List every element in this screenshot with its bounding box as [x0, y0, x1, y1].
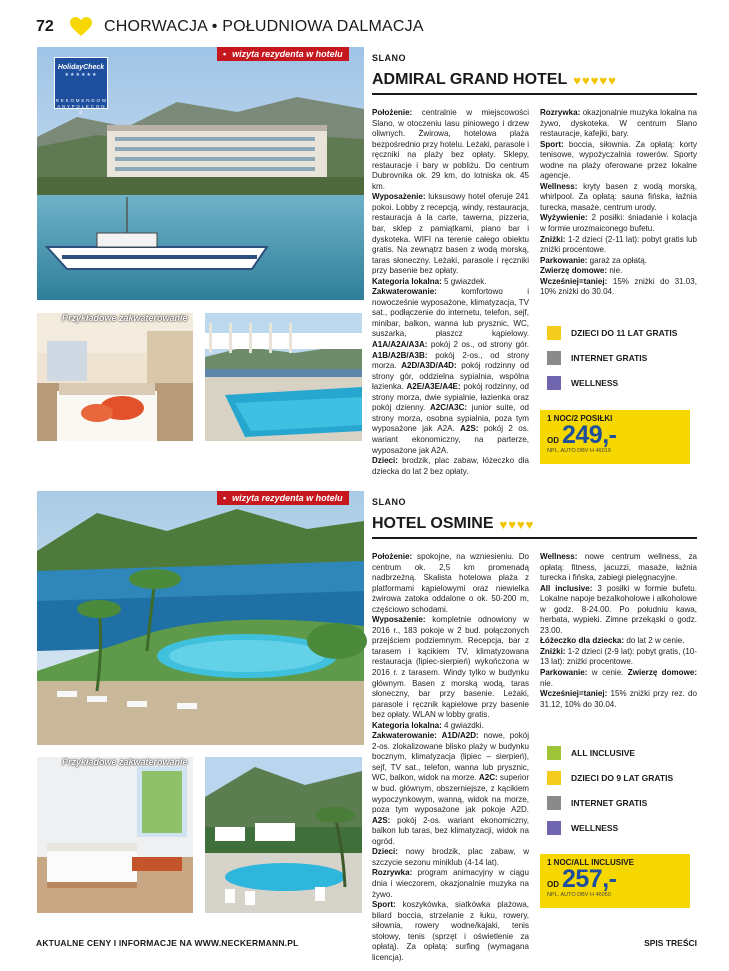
rating-heart-icon: ♥ — [590, 72, 599, 88]
price-title: 1 NOC/ALL INCLUSIVE — [547, 858, 634, 867]
rating-heart-icon: ♥ — [499, 516, 508, 532]
kids-square-icon — [547, 771, 561, 785]
hotel1-name — [372, 71, 617, 89]
hotel2-price-box — [540, 854, 690, 908]
hotel2-accommodation-label: Przykładowe zakwaterowanie — [62, 757, 188, 767]
feature-label: INTERNET GRATIS — [571, 797, 648, 808]
footer-table-of-contents-link[interactable]: SPIS TREŚCI — [644, 938, 697, 948]
page-section-title: CHORWACJA • POŁUDNIOWA DALMACJA — [104, 18, 424, 35]
hotel1-location: SLANO — [372, 53, 406, 63]
rating-heart-icon: ♥ — [516, 516, 525, 532]
feature-item — [547, 320, 677, 345]
rating-heart-icon: ♥ — [599, 72, 608, 88]
hotel2-pool-photo — [205, 757, 362, 913]
feature-label: WELLNESS — [571, 822, 619, 833]
rating-heart-icon: ♥ — [573, 72, 581, 88]
holidaycheck-recommended: R E K O M E N D O W A N Y P O L E C O N E — [55, 98, 107, 115]
all-inclusive-square-icon — [547, 746, 561, 760]
hotel2-title-rule — [372, 537, 697, 539]
neckermann-heart-icon — [70, 17, 92, 37]
hotel2-name-text: HOTEL OSMINE — [372, 515, 494, 532]
hotel1-room-photo — [37, 313, 193, 441]
page-header — [36, 14, 424, 40]
rating-heart-icon: ♥ — [525, 516, 534, 532]
feature-item — [547, 740, 673, 765]
wellness-square-icon — [547, 376, 561, 390]
hotel1-name-text: ADMIRAL GRAND HOTEL — [372, 71, 568, 88]
hotel1-description-col2: Rozrywka: okazjonalnie muzyka lokalna na żywo, dyskoteka. W centrum Slano restauracje, kafejki, bary. Sport: boccia, siłownia. Za opłatą: korty tenisowe, wypożyczalnia rowerów. Sporty wodne na plaży oferowane przez lokalne agencje. Wellness: kryty basen z wodą morską, whirlpool. Za opłatą: sauna fińska, łaźnia turecka, masaże, centrum urody. Wyżywienie: 2 posiłki: śniadanie i kolacja w formie urozmaiconego bufetu. Zniżki: 1-2 dzieci (2-11 lat): pobyt gratis lub zniżki procentowe. Parkowanie: garaż za opłatą. Zwierzę domowe: nie. Wcześniej=taniej: 15% zniżki do 31.03, 10% zniżki do 30.04. — [540, 108, 697, 297]
price-main — [547, 421, 683, 450]
hotel1-description-col1: Położenie: centralnie w miejscowości Slano, w otoczeniu lasu piniowego i drzew oliwnych. Żwirowa, hotelowa plaża bezpośrednio przy hotelu. Leżaki, parasole i ręczniki na plaży bez opłaty. Sklepy, restauracje i bary w pobliżu. Do centrum Dubrovnika ok. 29 km, do lotniska ok. 45 km. Wyposażenie: luksusowy hotel oferuje 241 pokoi. Lobby z recepcją, windy, restauracja, restauracja à la carte, tawerna, pizzeria, bar, sklep z pamiątkami, piano bar i dyskoteka. WIFI na terenie całego obiektu gratis. Na zewnątrz basen z wodą morską, taras słoneczny. Leżaki, parasole i ręczniki przy basenie bez opłaty. Kategoria lokalna: 5 gwiazdek. Zakwaterowanie: komfortowo i nowocześnie wyposażone, klimatyzacja, TV sat., podłączenie do internetu, telefon, sejf, minibar, balkon, wanna lub prysznic, WC, suszarka, płaszcz kąpielowy. A1A/A2A/A3A: pokój 2 os., od strony gór. A1B/A2B/A3B: pokój 2-os., od strony morza. A2D/A3D/A4D: pokój rodzinny od strony gór, oddzielna sypialnia, wspólna łazienka. A2E/A3E/A4E: pokój rodzinny, od strony morza, dwie sypialnie, łazienka oraz pokój dzienny. A2C/A3C: junior suite, od strony morza, osobna sypialnia, poza tym wyposażone jak A2A. A2S: pokój 2 os. wariant ekonomiczny, na parterze, wyposażone jak A2A. Dzieci: brodzik, plac zabaw, łóżeczko dla dziecka do lat 2 bez opłaty. — [372, 108, 530, 476]
hotel1-pool-photo — [205, 313, 362, 441]
hotel1-rating — [573, 73, 617, 88]
hotel2-room-photo — [37, 757, 193, 913]
feature-item — [547, 345, 677, 370]
feature-label: ALL INCLUSIVE — [571, 747, 636, 758]
hotel1-title-rule — [372, 93, 697, 95]
hotel2-location: SLANO — [372, 497, 406, 507]
feature-label: DZIECI DO 9 LAT GRATIS — [571, 772, 674, 783]
feature-item — [547, 815, 673, 840]
feature-label: WELLNESS — [571, 377, 619, 388]
price-value: 257,- — [562, 865, 617, 893]
holidaycheck-title: HolidayCheck — [57, 64, 105, 71]
hotel1-resident-visit-tag: • wizyta rezydenta w hotelu — [217, 47, 349, 61]
rating-heart-icon: ♥ — [581, 72, 590, 88]
hotel1-price-box — [540, 410, 690, 464]
price-code: NPL. AUTO DBV H 46019 — [547, 448, 611, 454]
price-from: OD — [547, 880, 559, 889]
price-code: NPL. AUTO DBV H 46050 — [547, 892, 611, 898]
hotel2-resident-visit-tag: • wizyta rezydenta w hotelu — [217, 491, 349, 505]
page-number: 72 — [36, 18, 54, 35]
hotel1-accommodation-label: Przykładowe zakwaterowanie — [62, 313, 188, 323]
price-value: 249,- — [562, 421, 617, 449]
feature-item — [547, 765, 673, 790]
kids-square-icon — [547, 326, 561, 340]
internet-square-icon — [547, 351, 561, 365]
rating-heart-icon: ♥ — [508, 516, 516, 532]
holidaycheck-stars: ★★★★★★ — [64, 72, 98, 78]
hotel2-features — [547, 740, 673, 840]
holidaycheck-badge — [54, 57, 108, 115]
price-title: 1 NOC/2 POSIŁKI — [547, 414, 613, 423]
rating-heart-icon: ♥ — [608, 72, 616, 88]
footer-website-link[interactable]: AKTUALNE CENY I INFORMACJE NA WWW.NECKERMANN.PL — [36, 938, 299, 948]
hotel2-name — [372, 515, 534, 533]
hotel2-main-photo — [37, 491, 364, 745]
feature-item — [547, 790, 673, 815]
feature-item — [547, 370, 677, 395]
hotel2-rating — [500, 517, 535, 532]
price-from: OD — [547, 436, 559, 445]
feature-label: INTERNET GRATIS — [571, 352, 648, 363]
internet-square-icon — [547, 796, 561, 810]
price-main — [547, 865, 683, 894]
hotel2-description-col2: Wellness: nowe centrum wellness, za opłatą: fitness, jacuzzi, masaże, łaźnia turecka i fińska, zabiegi pielęgnacyjne. All inclusive: 3 posiłki w formie bufetu. Lokalne napoje bezalkoholowe i alkoholowe w godz. 8-24.00. Po południu kawa, herbata, wypieki. Zimne przekąski o godz. 23.00. Łóżeczko dla dziecka: do lat 2 w cenie. Zniżki: 1-2 dzieci (2-9 lat): pobyt gratis, (10-13 lat): zniżki procentowe. Parkowanie: w cenie. Zwierzę domowe: nie. Wcześniej=taniej: 15% zniżki przy rez. do 31.12, 10% do 30.04. — [540, 552, 697, 709]
hotel1-features — [547, 320, 677, 395]
wellness-square-icon — [547, 821, 561, 835]
feature-label: DZIECI DO 11 LAT GRATIS — [571, 327, 678, 338]
hotel2-description-col1: Położenie: spokojne, na wzniesieniu. Do centrum ok. 2,5 km promenadą nadbrzeżną. Skalista hotelowa plaża z platformami kąpielowymi oraz niewielka żwirowa zatoka oddalone o ok. 50-200 m, częściowo schodami. Wyposażenie: kompletnie odnowiony w 2016 r., 183 pokoje w 2 bud. połączonych przejściem podziemnym. Recepcja, bar z tarasem i kącikiem TV, klimatyzowana restauracja (lipiec-sierpień) wykończona w 2016 r. z tarasem. Windy tylko w budynku głównym. Basen z morską wodą, taras słoneczny, bar przy basenie. Leżaki, parasole i ręcznik kąpielowe przy basenie bez opłaty. WLAN w lobby gratis. Kategoria lokalna: 4 gwiazdki. Zakwaterowanie: A1D/A2D: nowe, pokój 2-os. zlokalizowane blisko plaży w budynku bocznym, klimatyzacja (lipiec – sierpień), sejf, TV sat., telefon, wanna lub prysznic, WC, balkon, widok na morze. A2C: superior w bud. głównym, obszerniejsze, z kącikiem wypoczynkowym, wanną, widok na morze, poza tym wyposażone jak pokoje A2D. A2S: pokój 2-os. wariant ekonomiczny, balkon lub taras, bez klimatyzacji, widok na ogród. Dzieci: nowy brodzik, plac zabaw, w szczycie sezonu miniklub (4-14 lat). Rozrywka: program animacyjny w ciągu dnia i wieczorem, okazjonalnie muzyka na żywo. Sport: koszykówka, siatkówka plażowa, bilard boccia, strzelanie z łuku, rowery, siłownia, rowery wodne/kajaki, tenis stołowy, tenis (sprzęt i oświetlenie za opłatą). Za opłatą: surfing (wymagana licencja). — [372, 552, 529, 962]
